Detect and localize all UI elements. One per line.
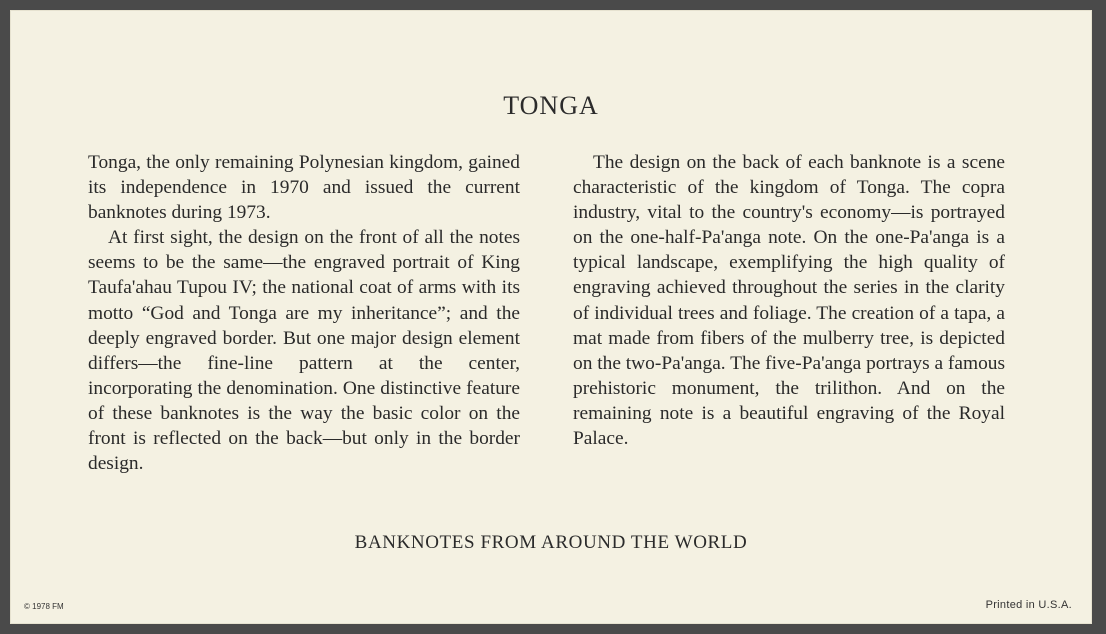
right-paragraph-1: The design on the back of each banknote is a scene characteristic of the kingdom of Tonga. The copra industry, vital to the country's economy—is portrayed on the one-half-Pa'anga note. On the one-Pa'anga is a typical landscape, exemplifying the high quality of engraving achieved throughout the series in the clarity of individual trees and foliage. The creation of a tapa, a mat made from fibers of the mulberry tree, is depicted on the two-Pa'anga. The five-Pa'anga portrays a famous prehistoric monument, the trilithon. And on the remaining note is a beautiful engraving of the Royal Palace. [573,152,1006,450]
left-paragraph-2: At first sight, the design on the front of all the notes seems to be the same—the engraved portrait of King Taufa'ahau Tupou IV; the national coat of arms with its motto “God and Tonga are my inheritance”; and the deeply engraved border. But one major design element differs—the fine-line pattern at the center, incorporating the denomination. One distinctive feature of these banknotes is the way the basic color on the front is reflected on the back—but only in the border design. [88,227,520,475]
copyright-notice: © 1978 FM [24,602,64,611]
left-column [88,150,520,476]
printed-in-notice: Printed in U.S.A. [985,599,1072,611]
left-paragraph-1: Tonga, the only remaining Polynesian kingdom, gained its independence in 1970 and issued the current banknotes during 1973. [88,152,520,224]
page-title: TONGA [503,91,599,120]
info-card [10,10,1092,624]
right-column [573,150,1005,451]
series-footer: BANKNOTES FROM AROUND THE WORLD [354,532,748,553]
